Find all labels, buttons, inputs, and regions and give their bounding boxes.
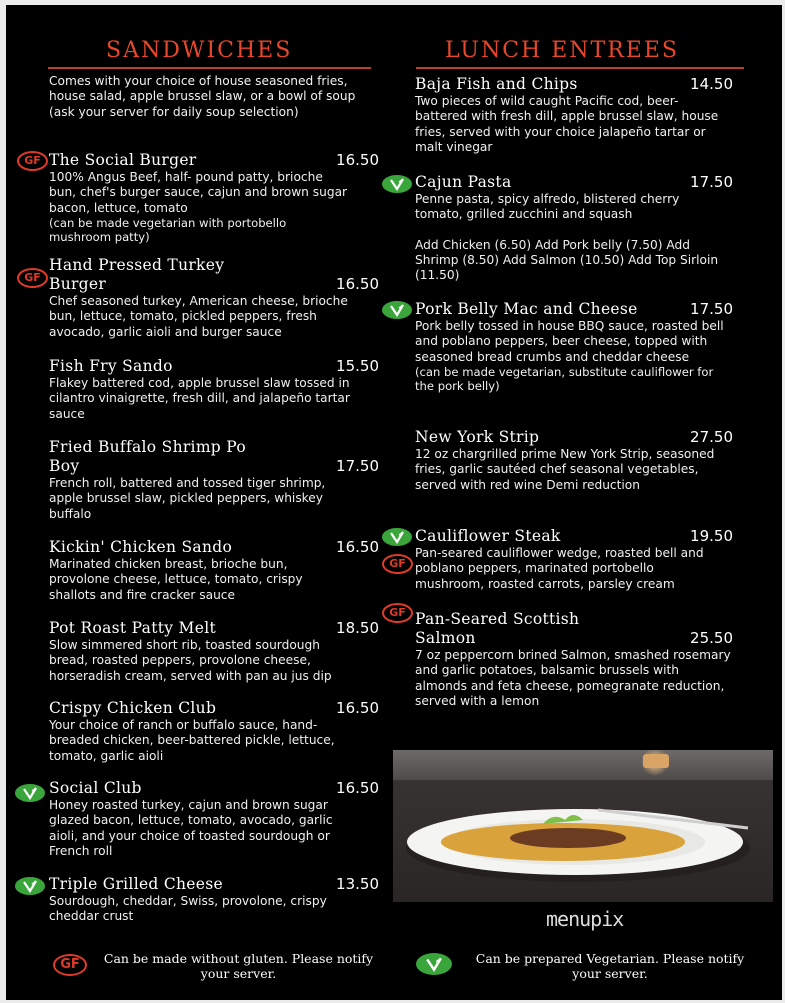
item-price: 27.50 [690,428,733,446]
item-description: Slow simmered short rib, toasted sourdough bread, roasted peppers, provolone cheese, horseradish cream, served with pan au jus dip [49,638,332,683]
item-description: 12 oz chargrilled prime New York Strip, seasoned fries, garlic sautéed chef seasonal vegetables, served with red wine Demi reduction [415,447,715,492]
item-description: Flakey battered cod, apple brussel slaw tossed in cilantro vinaigrette, fresh dill, and jalapeño tartar sauce [49,376,350,421]
item-description: Chef seasoned turkey, American cheese, brioche bun, lettuce, tomato, pickled peppers, fresh avocado, garlic aioli and burger sauce [49,294,348,339]
item-price: 16.50 [336,538,379,556]
menu-page [6,5,782,1000]
item-name: The Social Burger [49,151,197,169]
sandwiches-intro: Comes with your choice of house seasoned fries, house salad, apple brussel slaw, or a bowl of soup (ask your server for daily soup selection) [49,74,356,119]
item-name: New York Strip [415,428,540,446]
item-description: French roll, battered and tossed tiger shrimp, apple brussel slaw, pickled peppers, whiskey buffalo [49,476,326,521]
menu-item [49,699,379,764]
item-price: 19.50 [690,527,733,545]
item-price: 16.50 [336,699,379,717]
item-name-line1: Hand Pressed Turkey [49,256,225,274]
item-description: 7 oz peppercorn brined Salmon, smashed rosemary and garlic potatoes, balsamic brussels with almonds and feta cheese, pomegranate reduction, served with a lemon [415,648,731,708]
vegetarian-legend-badge [416,953,452,975]
entrees-divider [416,67,744,69]
menu-item [49,779,379,859]
item-name: Baja Fish and Chips [415,75,578,93]
gluten-free-badge: GF [17,268,48,288]
item-price: 15.50 [336,357,379,375]
item-name: Cauliflower Steak [415,527,561,545]
item-price: 13.50 [336,875,379,893]
item-description: Honey roasted turkey, cajun and brown sugar glazed bacon, lettuce, tomato, avocado, garlic aioli, and your choice of toasted sourdough or French roll [49,798,333,858]
item-name-line2: Salmon [415,629,476,647]
vegetarian-leaf-badge [15,784,45,802]
gluten-free-badge: GF [382,603,413,623]
item-name: Social Club [49,779,142,797]
menu-item [49,357,379,422]
item-description: Pork belly tossed in house BBQ sauce, roasted bell and poblano peppers, beer cheese, topped with seasoned bread crumbs and cheddar cheese [415,319,724,364]
item-name: Triple Grilled Cheese [49,875,223,893]
menu-item [415,610,733,709]
item-description: 100% Angus Beef, half- pound patty, brioche bun, chef's burger sauce, cajun and brown sugar bacon, lettuce, tomato [49,170,348,215]
gluten-free-legend-badge: GF [53,954,87,976]
vegetarian-legend-text: Can be prepared Vegetarian. Please notify your server. [475,951,745,981]
menu-item [415,428,733,493]
item-price: 17.50 [336,457,379,475]
item-description: Sourdough, cheddar, Swiss, provolone, crispy cheddar crust [49,894,327,924]
item-name: Pork Belly Mac and Cheese [415,300,638,318]
item-description: Penne pasta, spicy alfredo, blistered cherry tomato, grilled zucchini and squash [415,192,680,222]
entrees-heading: LUNCH ENTREES [445,38,679,63]
item-name-line1: Pan-Seared Scottish [415,610,580,628]
menupix-watermark: menupix [546,907,624,931]
vegetarian-leaf-badge [382,175,412,193]
sandwiches-heading: SANDWICHES [106,38,293,63]
menu-item [49,875,379,925]
item-price: 16.50 [336,151,379,169]
menu-item [49,619,379,684]
menu-item [49,438,379,522]
menu-item [415,300,733,393]
item-price: 16.50 [336,275,379,293]
item-name: Cajun Pasta [415,173,512,191]
item-price: 17.50 [690,173,733,191]
gluten-free-badge: GF [17,151,48,171]
item-note: (can be made vegetarian with portobello mushroom patty) [49,215,287,244]
item-description: Your choice of ranch or buffalo sauce, hand-breaded chicken, beer-battered pickle, lettuce, tomato, garlic aioli [49,718,335,763]
item-name: Fish Fry Sando [49,357,173,375]
sandwiches-divider [48,67,371,69]
item-description: Two pieces of wild caught Pacific cod, beer-battered with fresh dill, apple brussel slaw, house fries, served with your choice jalapeño tartar or malt vinegar [415,94,719,154]
item-price: 25.50 [690,629,733,647]
vegetarian-leaf-badge [382,301,412,319]
menu-item [415,173,733,283]
item-name-line2: Burger [49,275,107,293]
menu-item [415,75,733,155]
item-note: (can be made vegetarian, substitute cauliflower for the pork belly) [415,364,714,393]
item-price: 18.50 [336,619,379,637]
item-name-line1: Fried Buffalo Shrimp Po [49,438,246,456]
item-name-line2: Boy [49,457,80,475]
dish-photo [393,750,773,902]
item-name: Crispy Chicken Club [49,699,217,717]
vegetarian-leaf-badge [382,528,412,546]
item-description: Pan-seared cauliflower wedge, roasted bell and poblano peppers, marinated portobello mushroom, roasted carrots, parsley cream [415,546,704,591]
menu-item [49,256,379,340]
vegetarian-leaf-badge [15,877,45,895]
menu-item [415,527,733,592]
item-name: Kickin' Chicken Sando [49,538,233,556]
gluten-free-badge: GF [382,554,413,574]
item-price: 16.50 [336,779,379,797]
item-description: Marinated chicken breast, brioche bun, provolone cheese, lettuce, tomato, crispy shallots and fire cracker sauce [49,557,303,602]
item-name: Pot Roast Patty Melt [49,619,216,637]
item-price: 14.50 [690,75,733,93]
item-price: 17.50 [690,300,733,318]
item-addons: Add Chicken (6.50) Add Pork belly (7.50) Add Shrimp (8.50) Add Salmon (10.50) Add Top Sirloin (11.50) [415,237,719,283]
gluten-free-legend-text: Can be made without gluten. Please notify your server. [103,951,374,981]
menu-item [49,538,379,603]
menu-item [49,151,379,244]
